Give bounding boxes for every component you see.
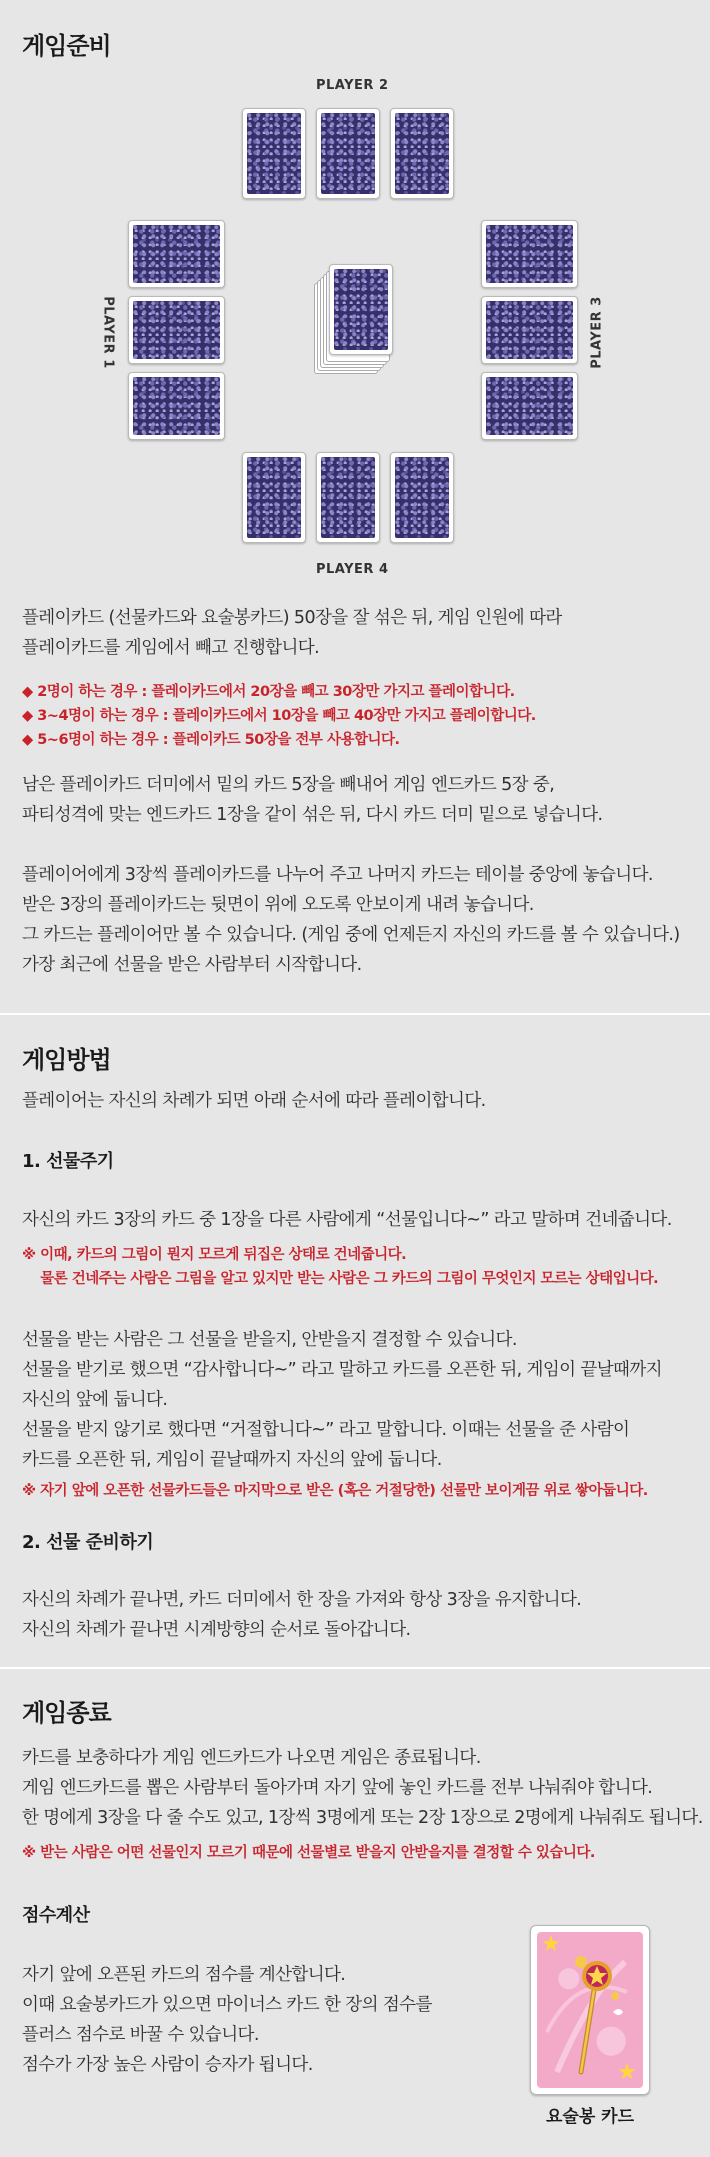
- text-line: 플레이카드를 게임에서 빼고 진행합니다.: [22, 638, 320, 658]
- end-para: [22, 1743, 702, 1833]
- section-divider: [0, 1667, 710, 1669]
- player1-card-3: [128, 372, 225, 440]
- player3-card-2: [481, 296, 578, 364]
- step1-title: 1. 선물주기: [22, 1151, 114, 1172]
- card-back-icon: [334, 269, 388, 350]
- step1-para: [22, 1325, 702, 1475]
- text-line: 선물을 받기로 했으면 “감사합니다~” 라고 말하고 카드를 오픈한 뒤, 게임이 끝날때까지: [22, 1360, 662, 1380]
- step1-text: [22, 1205, 702, 1235]
- note-line: ※ 받는 사람은 어떤 선물인지 모르기 때문에 선물별로 받을지 안받을지를 결정할 수 있습니다.: [22, 1845, 595, 1861]
- card-back-icon: [133, 225, 220, 283]
- player4-card-2: [316, 452, 380, 543]
- section-title-method: 게임방법: [22, 1046, 111, 1074]
- player2-card-1: [242, 108, 306, 199]
- player4-label: PLAYER 4: [316, 562, 389, 577]
- player1-label: PLAYER 1: [100, 296, 116, 369]
- player1-card-1: [128, 220, 225, 288]
- note-line: 물론 건네주는 사람은 그림을 알고 있지만 받는 사람은 그 카드의 그림이 무엇인지 모르는 상태입니다.: [22, 1271, 659, 1287]
- method-intro: [22, 1086, 702, 1116]
- text-line: 한 명에게 3장을 다 줄 수도 있고, 1장씩 3명에게 또는 2장 1장으로 2명에게 나눠줘도 됩니다.: [22, 1808, 703, 1828]
- text-line: 받은 3장의 플레이카드는 뒷면이 위에 오도록 안보이게 내려 놓습니다.: [22, 895, 534, 915]
- text-line: 게임 엔드카드를 뽑은 사람부터 돌아가며 자기 앞에 놓인 카드를 전부 나눠줘야 합니다.: [22, 1778, 653, 1798]
- rule-line: ◆ 3~4명이 하는 경우 : 플레이카드에서 10장을 빼고 40장만 가지고 플레이합니다.: [22, 708, 536, 724]
- star-icon: ★: [541, 1932, 561, 1957]
- text-line: 자신의 차례가 끝나면, 카드 더미에서 한 장을 가져와 항상 3장을 유지합니다.: [22, 1590, 582, 1610]
- magic-wand-card: [530, 1925, 650, 2095]
- text-line: 플레이어에게 3장씩 플레이카드를 나누어 주고 나머지 카드는 테이블 중앙에 놓습니다.: [22, 865, 653, 885]
- text-line: 플레이카드 (선물카드와 요술봉카드) 50장을 잘 섞은 뒤, 게임 인원에 따라: [22, 608, 562, 628]
- text-line: 그 카드는 플레이어만 볼 수 있습니다. (게임 중에 언제든지 자신의 카드를 볼 수 있습니다.): [22, 925, 680, 945]
- step2-title: 2. 선물 준비하기: [22, 1532, 154, 1553]
- text-line: 플레이어는 자신의 차례가 되면 아래 순서에 따라 플레이합니다.: [22, 1091, 486, 1111]
- card-back-icon: [395, 457, 449, 538]
- prep-para3: [22, 860, 702, 980]
- text-line: 가장 최근에 선물을 받은 사람부터 시작합니다.: [22, 955, 362, 975]
- magic-wand-card-face: [537, 1932, 643, 2088]
- player2-card-3: [390, 108, 454, 199]
- card-back-icon: [247, 457, 301, 538]
- text-line: 이때 요술봉카드가 있으면 마이너스 카드 한 장의 점수를: [22, 1995, 432, 2015]
- player3-card-1: [481, 220, 578, 288]
- text-line: 자신의 카드 3장의 카드 중 1장을 다른 사람에게 “선물입니다~” 라고 말하며 건네줍니다.: [22, 1210, 672, 1230]
- prep-para2: [22, 770, 702, 830]
- text-line: 카드를 보충하다가 게임 엔드카드가 나오면 게임은 종료됩니다.: [22, 1748, 481, 1768]
- card-back-icon: [486, 301, 573, 359]
- magic-wand-card-caption: 요술봉 카드: [545, 2107, 635, 2127]
- section-divider: [0, 1013, 710, 1015]
- card-back-icon: [321, 113, 375, 194]
- prep-rules: [22, 680, 702, 752]
- text-line: 파티성격에 맞는 엔드카드 1장을 같이 섞은 뒤, 다시 카드 더미 밑으로 넣습니다.: [22, 805, 603, 825]
- score-text: [22, 1960, 492, 2080]
- note-line: ※ 이때, 카드의 그림이 뭔지 모르게 뒤집은 상태로 건네줍니다.: [22, 1247, 407, 1263]
- text-line: 선물을 받지 않기로 했다면 “거절합니다~” 라고 말합니다. 이때는 선물을 준 사람이: [22, 1420, 630, 1440]
- player2-label: PLAYER 2: [316, 78, 389, 93]
- text-line: 선물을 받는 사람은 그 선물을 받을지, 안받을지 결정할 수 있습니다.: [22, 1330, 517, 1350]
- text-line: 자기 앞에 오픈된 카드의 점수를 계산합니다.: [22, 1965, 346, 1985]
- prep-intro: [22, 603, 702, 663]
- card-back-icon: [395, 113, 449, 194]
- card-back-icon: [321, 457, 375, 538]
- card-back-icon: [133, 301, 220, 359]
- card-back-icon: [486, 377, 573, 435]
- rule-line: ◆ 2명이 하는 경우 : 플레이카드에서 20장을 빼고 30장만 가지고 플레이합니다.: [22, 684, 515, 700]
- star-icon: ★: [617, 2060, 637, 2085]
- player4-card-1: [242, 452, 306, 543]
- end-note: [22, 1841, 702, 1865]
- player3-card-3: [481, 372, 578, 440]
- score-title: 점수계산: [22, 1905, 90, 1926]
- player3-label: PLAYER 3: [589, 296, 605, 369]
- card-back-icon: [133, 377, 220, 435]
- section-title-prep: 게임준비: [22, 32, 111, 60]
- text-line: 남은 플레이카드 더미에서 밑의 카드 5장을 빼내어 게임 엔드카드 5장 중,: [22, 775, 555, 795]
- player1-card-2: [128, 296, 225, 364]
- card-back-icon: [247, 113, 301, 194]
- player2-card-2: [316, 108, 380, 199]
- text-line: 점수가 가장 높은 사람이 승자가 됩니다.: [22, 2055, 313, 2075]
- card-back-icon: [486, 225, 573, 283]
- text-line: 카드를 오픈한 뒤, 게임이 끝날때까지 자신의 앞에 둡니다.: [22, 1450, 442, 1470]
- rule-line: ◆ 5~6명이 하는 경우 : 플레이카드 50장을 전부 사용합니다.: [22, 732, 400, 748]
- step1-note: [22, 1243, 702, 1291]
- deck-top-card: [329, 264, 393, 355]
- player4-card-3: [390, 452, 454, 543]
- note-line: ※ 자기 앞에 오픈한 선물카드들은 마지막으로 받은 (혹은 거절당한) 선물만 보이게끔 위로 쌓아둡니다.: [22, 1483, 648, 1499]
- text-line: 플러스 점수로 바꿀 수 있습니다.: [22, 2025, 259, 2045]
- text-line: 자신의 차례가 끝나면 시계방향의 순서로 돌아갑니다.: [22, 1620, 411, 1640]
- step1-note2: [22, 1479, 702, 1503]
- section-title-end: 게임종료: [22, 1699, 111, 1727]
- text-line: 자신의 앞에 둡니다.: [22, 1390, 168, 1410]
- step2-text: [22, 1585, 702, 1645]
